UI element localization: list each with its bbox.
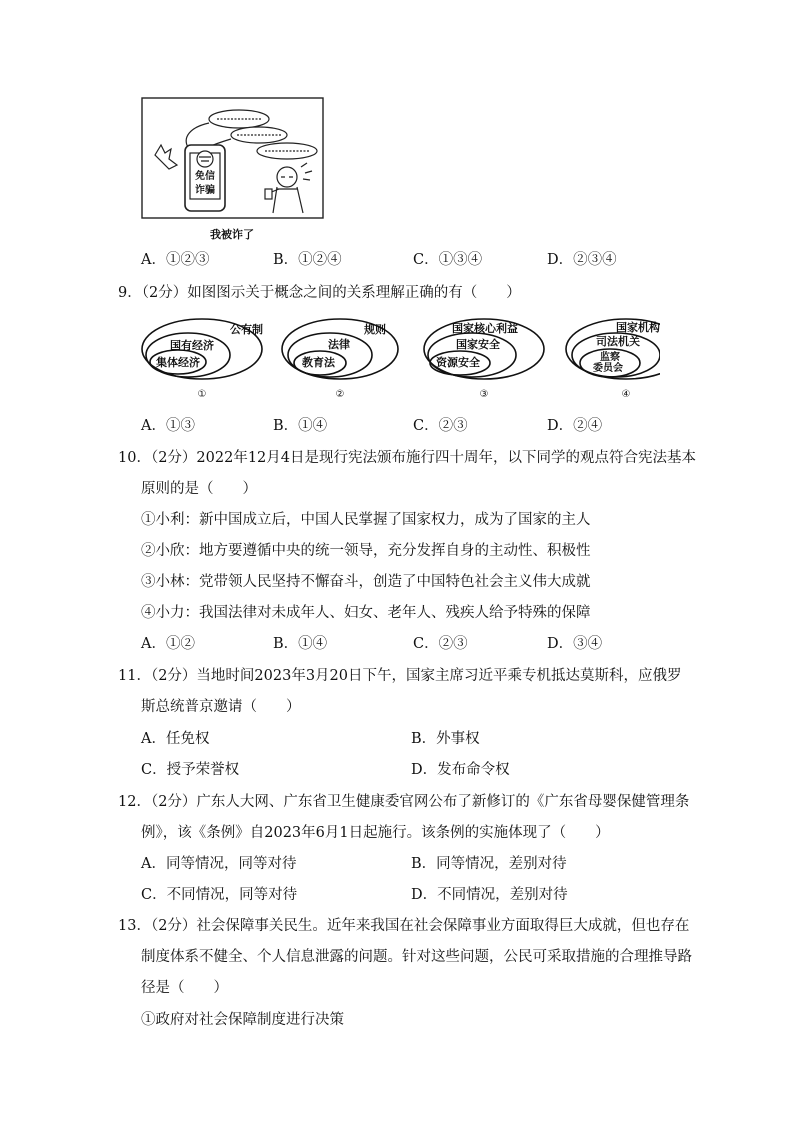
q11-stem-line1: 11．（2分）当地时间2023年3月20日下午，国家主席习近平乘专机抵达莫斯科，应俄罗 (118, 668, 682, 684)
q10-item-2: ②小欣：地方要遵循中央的统一领导，充分发挥自身的主动性、积极性 (141, 543, 591, 559)
q12-stem-line1: 12．（2分）广东人大网、广东省卫生健康委官网公布了新修订的《广东省母婴保健管理条 (118, 794, 690, 810)
d2-outer: 规则 (364, 323, 386, 336)
q8-option-d[interactable]: D．②③④ (547, 252, 617, 268)
d2-inner: 教育法 (302, 356, 335, 369)
q9-option-c[interactable]: C．②③ (413, 418, 468, 434)
d4-outer: 国家机构 (616, 321, 660, 334)
q8-option-b[interactable]: B．①②④ (273, 252, 342, 268)
d3-inner: 资源安全 (436, 356, 480, 369)
d4-inner-line1: 监察 (600, 352, 620, 363)
q10-item-1: ①小利：新中国成立后，中国人民掌握了国家权力，成为了国家的主人 (141, 512, 591, 528)
d1-inner: 集体经济 (156, 356, 200, 369)
d3-number: ③ (479, 389, 489, 400)
q11-option-c[interactable]: C．授予荣誉权 (141, 762, 240, 778)
q10-option-a[interactable]: A．①② (141, 636, 195, 652)
q12-option-c[interactable]: C．不同情况，同等对待 (141, 887, 298, 903)
q13-stem-line1: 13．（2分）社会保障事关民生。近年来我国在社会保障事业方面取得巨大成就，但也存在 (118, 918, 690, 934)
d4-inner-line2: 委员会 (593, 363, 623, 374)
q11-stem-line2: 斯总统普京邀请（ ） (141, 699, 301, 715)
d4-number: ④ (621, 389, 631, 400)
q10-option-b[interactable]: B．①④ (273, 636, 328, 652)
q12-option-a[interactable]: A．同等情况，同等对待 (141, 856, 297, 872)
d2-middle: 法律 (328, 338, 350, 351)
phone-label-line1: 免信 (195, 171, 215, 182)
d1-number: ① (197, 389, 207, 400)
q13-stem-line2: 制度体系不健全、个人信息泄露的问题。针对这些问题，公民可采取措施的合理推导路 (141, 949, 692, 965)
q12-option-b[interactable]: B．同等情况，差别对待 (411, 856, 567, 872)
q9-stem: 9．（2分）如图图示关于概念之间的关系理解正确的有（ ） (118, 285, 521, 301)
q10-item-4: ④小力：我国法律对未成年人、妇女、老年人、残疾人给予特殊的保障 (141, 605, 591, 621)
q10-stem-line2: 原则的是（ ） (141, 481, 257, 497)
cartoon-caption: 我被诈了 (210, 228, 254, 241)
d1-outer: 公有制 (230, 323, 263, 336)
d3-middle: 国家安全 (456, 338, 500, 351)
q11-option-d[interactable]: D．发布命令权 (411, 762, 510, 778)
fraud-cartoon-image (141, 97, 324, 219)
q10-option-d[interactable]: D．③④ (547, 636, 603, 652)
q11-option-b[interactable]: B．外事权 (411, 731, 480, 747)
q10-item-3: ③小林：党带领人民坚持不懈奋斗，创造了中国特色社会主义伟大成就 (141, 574, 591, 590)
q8-option-a[interactable]: A．①②③ (141, 252, 210, 268)
q9-option-b[interactable]: B．①④ (273, 418, 328, 434)
d4-middle: 司法机关 (596, 335, 640, 348)
d2-number: ② (335, 389, 345, 400)
q11-option-a[interactable]: A．任免权 (141, 731, 210, 747)
q13-stem-line3: 径是（ ） (141, 980, 228, 996)
q9-option-d[interactable]: D．②④ (547, 418, 603, 434)
q12-stem-line2: 例》，该《条例》自2023年6月1日起施行。该条例的实施体现了（ ） (141, 825, 610, 841)
concept-diagrams (140, 313, 660, 403)
q10-option-c[interactable]: C．②③ (413, 636, 468, 652)
phone-label-line2: 诈骗 (195, 185, 215, 196)
q12-option-d[interactable]: D．不同情况，差别对待 (411, 887, 568, 903)
q9-option-a[interactable]: A．①③ (141, 418, 195, 434)
q10-stem-line1: 10．（2分）2022年12月4日是现行宪法颁布施行四十周年，以下同学的观点符合宪法基本 (118, 450, 697, 466)
q8-option-c[interactable]: C．①③④ (413, 252, 483, 268)
d3-outer: 国家核心利益 (452, 322, 518, 335)
q13-item-1: ①政府对社会保障制度进行决策 (141, 1012, 344, 1028)
d1-middle: 国有经济 (170, 339, 214, 352)
